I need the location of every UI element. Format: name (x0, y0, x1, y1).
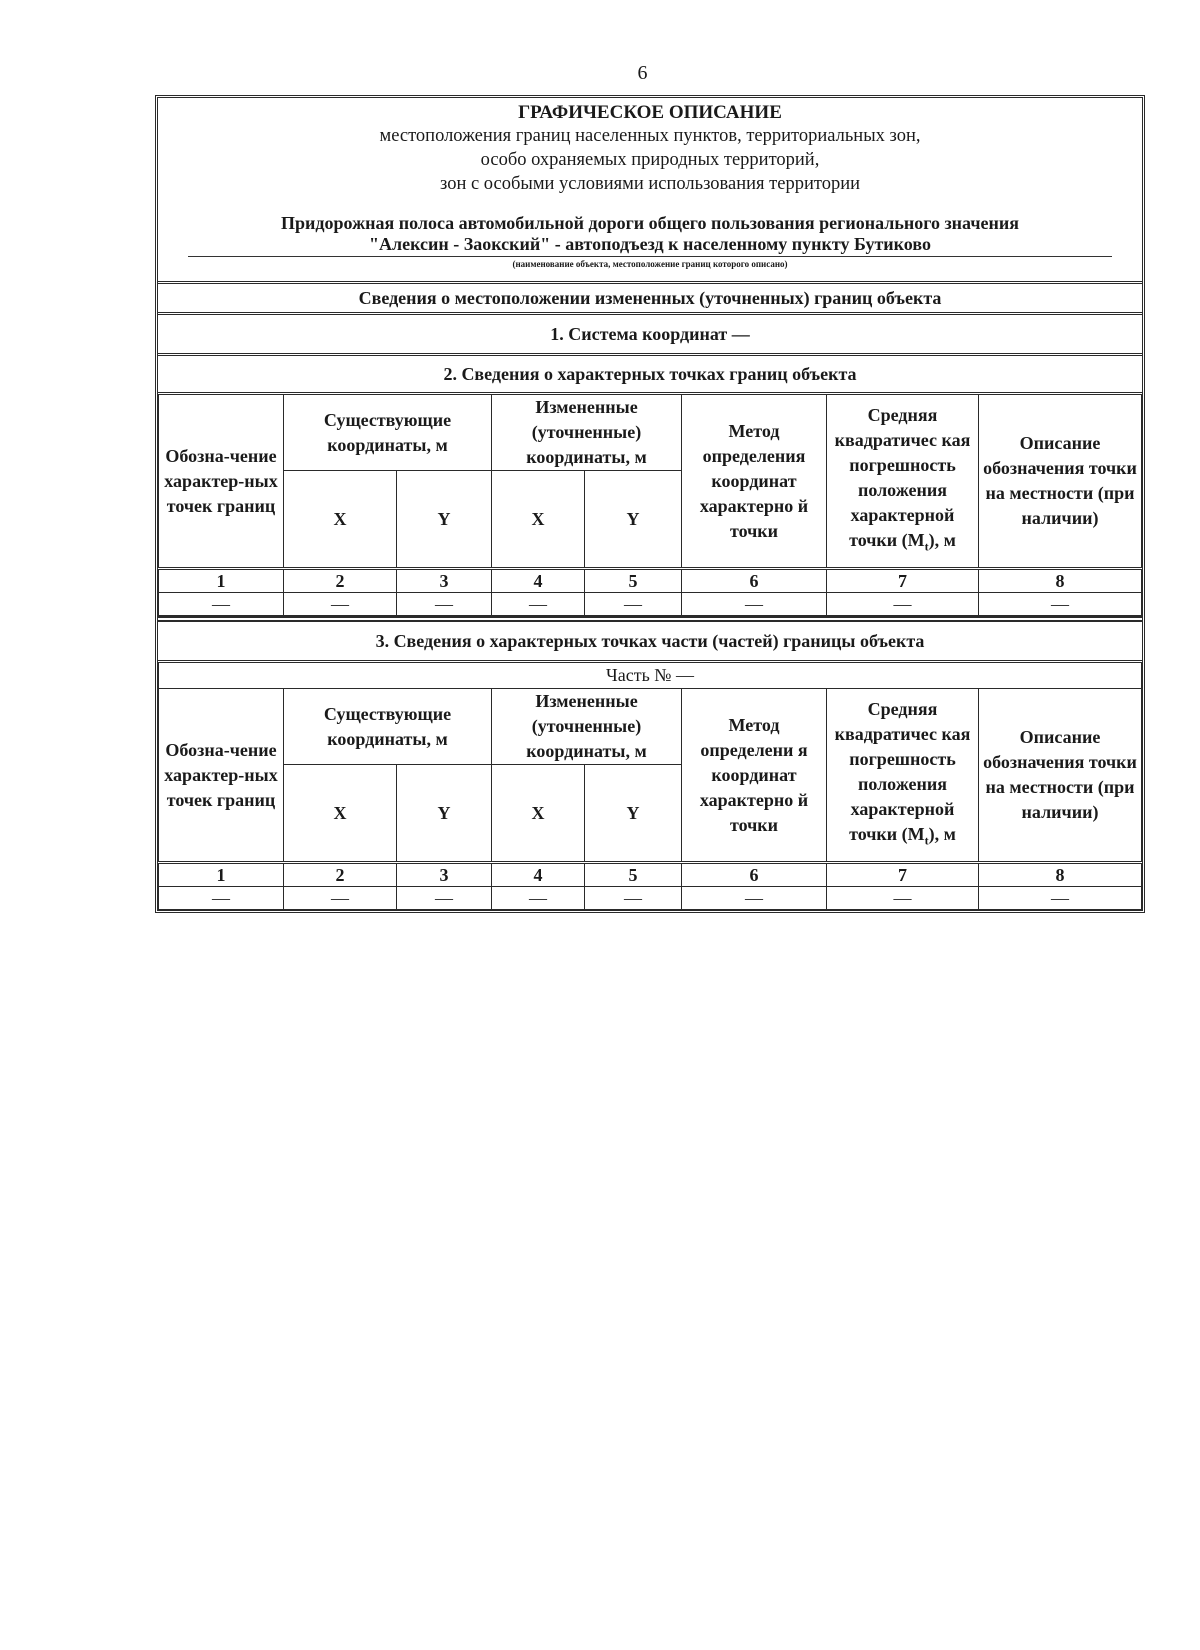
col-number: 4 (492, 569, 585, 593)
col-number: 8 (979, 863, 1142, 887)
col-number: 6 (682, 569, 827, 593)
col-error-subscript: t (924, 833, 929, 848)
table-cell: — (492, 593, 585, 616)
object-name-note: (наименование объекта, местоположение границ которого описано) (512, 259, 788, 269)
graphic-description-form (155, 95, 1145, 913)
col-existing-coords-header: Существующие координаты, м (284, 394, 492, 471)
col-changed-x: X (492, 471, 585, 569)
table-cell: — (979, 887, 1142, 910)
table-cell: — (827, 593, 979, 616)
col-changed-y: Y (585, 471, 682, 569)
col-existing-x: X (284, 471, 397, 569)
col-error-text: Средняя квадратичес кая погрешность положения характерной точки (M (834, 698, 971, 844)
col-error-text: Средняя квадратичес кая погрешность положения характерной точки (M (834, 404, 971, 550)
table-cell: — (585, 593, 682, 616)
col-changed-y: Y (585, 765, 682, 863)
col-number: 2 (284, 569, 397, 593)
col-error-tail: ), м (928, 823, 956, 844)
col-number: 7 (827, 569, 979, 593)
col-changed-x: X (492, 765, 585, 863)
table-cell: — (397, 593, 492, 616)
col-existing-y: Y (397, 765, 492, 863)
col-number: 5 (585, 863, 682, 887)
section-changed-boundaries: Сведения о местоположении измененных (уточненных) границ объекта (158, 281, 1142, 312)
table-cell: — (397, 887, 492, 910)
document-title: ГРАФИЧЕСКОЕ ОПИСАНИЕ (518, 102, 782, 123)
table-cell: — (159, 887, 284, 910)
page-number: 6 (637, 62, 648, 84)
subtitle-line-1: местоположения границ населенных пунктов, территориальных зон, (379, 126, 921, 146)
table-cell: — (827, 887, 979, 910)
col-number: 6 (682, 863, 827, 887)
col-number: 7 (827, 863, 979, 887)
col-description-header: Описание обозначения точки на местности (при наличии) (979, 689, 1142, 863)
col-number: 1 (159, 863, 284, 887)
table-cell: — (979, 593, 1142, 616)
table-cell: — (159, 593, 284, 616)
section-coordinate-system: 1. Система координат — (158, 312, 1142, 353)
table-cell: — (284, 887, 397, 910)
col-existing-coords-header: Существующие координаты, м (284, 689, 492, 765)
col-existing-y: Y (397, 471, 492, 569)
col-description-header: Описание обозначения точки на местности (при наличии) (979, 394, 1142, 569)
object-name-line-1: Придорожная полоса автомобильной дороги общего пользования регионального значения (281, 213, 1019, 233)
col-error-header (827, 394, 979, 569)
boundary-points-table (158, 392, 1142, 616)
col-number: 3 (397, 569, 492, 593)
part-number-label: Часть № — (159, 662, 1142, 689)
col-error-tail: ), м (928, 529, 956, 550)
col-number: 5 (585, 569, 682, 593)
section-part-boundary-points: 3. Сведения о характерных точках части (частей) границы объекта (158, 616, 1142, 660)
col-number: 2 (284, 863, 397, 887)
col-error-subscript: t (924, 539, 929, 554)
col-method-header: Метод определени я координат характерно й точки (682, 689, 827, 863)
table-cell: — (492, 887, 585, 910)
part-boundary-points-table (158, 660, 1142, 910)
col-number: 1 (159, 569, 284, 593)
col-existing-x: X (284, 765, 397, 863)
col-number: 8 (979, 569, 1142, 593)
col-designation-header: Обозна-чение характер-ных точек границ (159, 689, 284, 863)
section-boundary-points: 2. Сведения о характерных точках границ объекта (158, 353, 1142, 392)
subtitle-line-2: особо охраняемых природных территорий, (480, 150, 820, 170)
col-designation-header: Обозна-чение характер-ных точек границ (159, 394, 284, 569)
table-cell: — (682, 593, 827, 616)
subtitle-line-3: зон с особыми условиями использования территории (440, 174, 860, 194)
col-method-header: Метод определения координат характерно й точки (682, 394, 827, 569)
col-changed-coords-header: Измененные (уточненные) координаты, м (492, 394, 682, 471)
table-cell: — (585, 887, 682, 910)
object-name-line-2: "Алексин - Заокский" - автоподъезд к населенному пункту Бутиково (188, 234, 1112, 257)
col-number: 3 (397, 863, 492, 887)
table-cell: — (682, 887, 827, 910)
form-header (158, 98, 1142, 281)
col-error-header (827, 689, 979, 863)
col-changed-coords-header: Измененные (уточненные) координаты, м (492, 689, 682, 765)
col-number: 4 (492, 863, 585, 887)
table-cell: — (284, 593, 397, 616)
